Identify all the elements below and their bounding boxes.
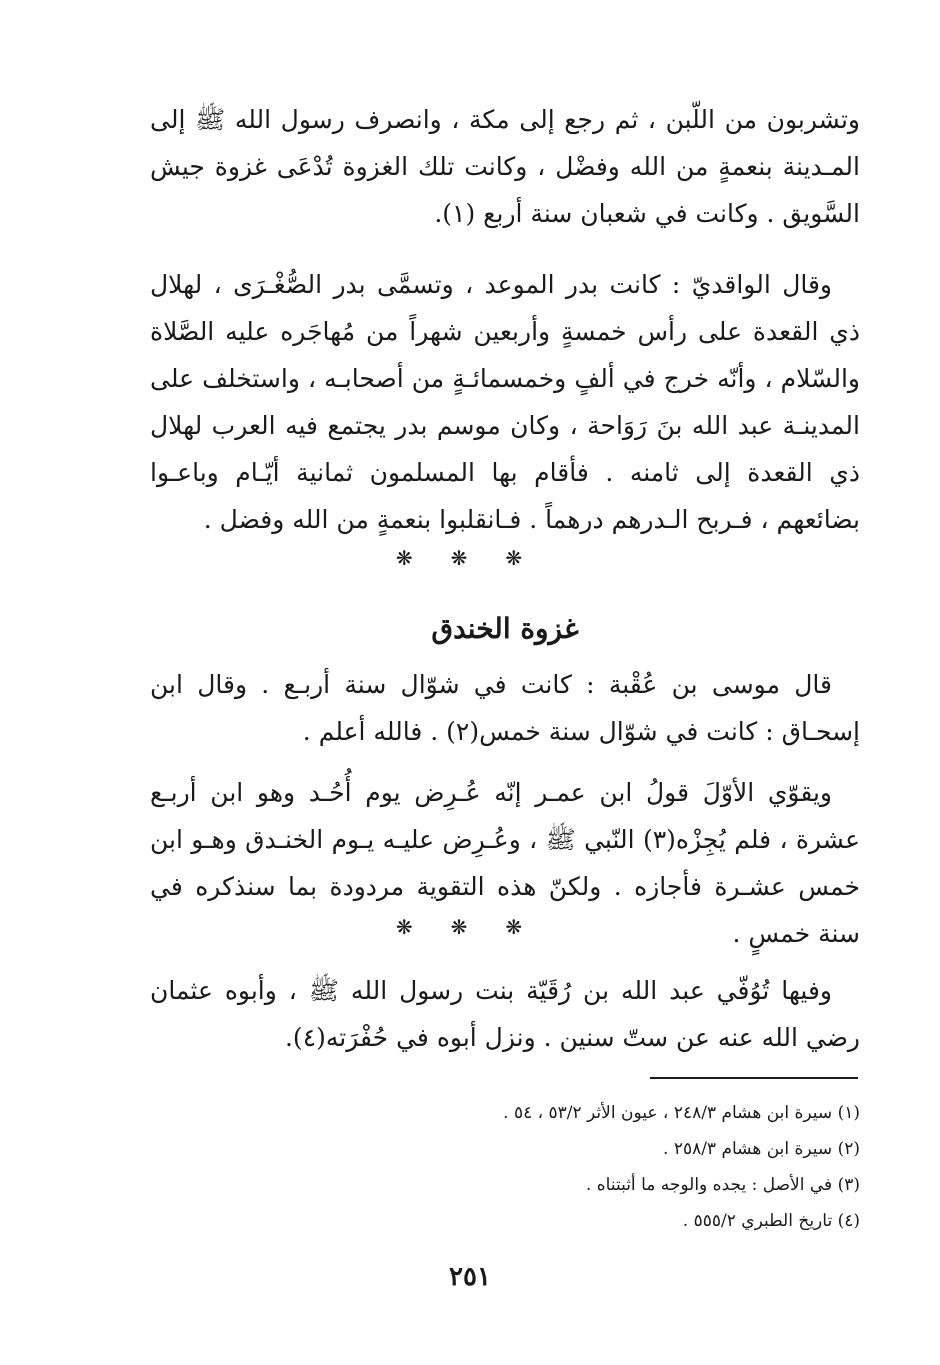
page-number: ٢٥١	[449, 1262, 491, 1292]
paragraph-group-khandaq	[150, 661, 860, 755]
paragraph-sawiq: وتشربون من اللّبن ، ثم رجع إلى مكة ، وانصرف رسول الله ﷺ إلى المـدينة بنعمةٍ من الله وفضْل ، وكانت تلك الغزوة تُدْعَى غزوة جيش السَّويق . وكانت في شعبان سنة أربع (١).	[150, 105, 860, 228]
asterism-icon: ❋	[505, 915, 545, 939]
paragraph-ibn-umar: ويقوّي الأوّلَ قولُ ابن عمـر إنّه عُـرِض يوم أُحُـد وهو ابن أربـع عشرة ، فلم يُجِزْه(٣) النّبي ﷺ ، وعُـرِض عليـه يـوم الخنـدق وهـو ابن خمس عشـرة فأجازه . ولكنّ هذه التقوية مردودة بما سنذكره في سنة خمسٍ .	[150, 778, 860, 948]
section-separator-2	[0, 915, 940, 939]
footnote-1: (١) سيرة ابن هشام ٢٤٨/٣ ، عيون الأثر ٥٣/٢ ، ٥٤ .	[503, 1103, 860, 1123]
paragraph-group-badr	[150, 261, 860, 543]
footnote-2: (٢) سيرة ابن هشام ٢٥٨/٣ .	[663, 1139, 860, 1159]
footnote-3: (٣) في الأصل : يجده والوجه ما أثبتناه .	[585, 1175, 860, 1195]
paragraph-khandaq-date: قال موسى بن عُقْبة : كانت في شوّال سنة أربـع . وقال ابن إسحـاق : كانت في شوّال سنة خمس(٢) . فالله أعلم .	[150, 670, 860, 746]
asterism-icon: ❋	[395, 546, 435, 570]
paragraph-abdullah-death: وفيها تُوُفّي عبد الله بن رُقَيّة بنت رسول الله ﷺ ، وأبوه عثمان رضي الله عنه عن ستّ سنين . ونزل أبوه في حُفْرَته(٤).	[150, 976, 860, 1052]
asterism-icon: ❋	[450, 546, 490, 570]
footnote-4: (٤) تاريخ الطبري ٥٥٥/٢ .	[682, 1211, 860, 1231]
section-heading: غزوة الخندق	[431, 612, 579, 645]
footnotes	[300, 1095, 860, 1239]
section-separator-1	[0, 546, 940, 570]
asterism-icon: ❋	[450, 915, 490, 939]
footnote-divider	[650, 1077, 858, 1079]
paragraph-badr-mawid: وقال الواقديّ : كانت بدر الموعد ، وتسمَّى بدر الصُّغْـرَى ، لهلال ذي القعدة على رأس خمسةٍ وأربعين شهراً من مُهاجَره عليه الصَّلاة والسّلام ، وأنّه خرج في ألفٍ وخمسمائـةٍ من أصحابـه ، واستخلف على المدينـة عبد الله بنَ رَوَاحة ، وكان موسم بدر يجتمع فيه العرب لهلال ذي القعدة إلى ثامنه . فأقام بها المسلمون ثمانية أيّـام وباعـوا بضائعهم ، فـربح الـدرهم درهماً . فـانقلبوا بنعمةٍ من الله وفضل .	[150, 270, 860, 534]
asterism-icon: ❋	[395, 915, 435, 939]
paragraph-group-abdullah	[150, 967, 860, 1061]
asterism-icon: ❋	[505, 546, 545, 570]
paragraph-group-top	[150, 96, 860, 237]
